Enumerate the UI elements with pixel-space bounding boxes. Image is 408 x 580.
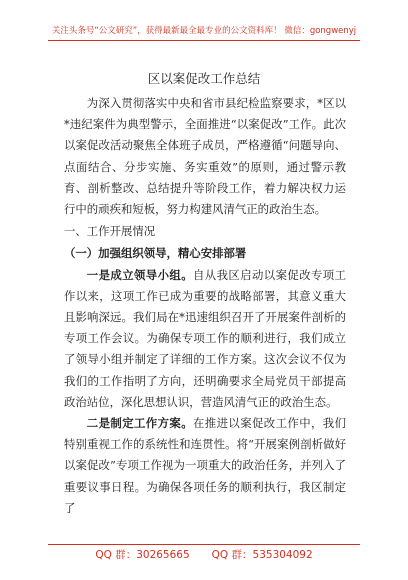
footer-qq-group-2: QQ 群：535304092 <box>211 549 313 561</box>
footer-divider <box>48 544 360 545</box>
paragraph-2-lead: 二是制定工作方案。 <box>86 416 193 431</box>
header-divider <box>48 40 360 41</box>
paragraph-1-text: 自从我区启动以案促改专项工作以来，这项工作已成为重要的战略部署，其意义重大且影响深远。我们局在*迅速组织召开了开展案件剖析的专项工作会议。为确保专项工作的顺利进行，我们成立了领导小组并制定了详细的工作方案。这次会议不仅为我们的工作指明了方向，还明确要求全局党员干部提高政治站位，深化思想认识，营造风清气正的政治生态。 <box>64 267 346 409</box>
paragraph-1 <box>64 265 346 413</box>
document-body <box>64 93 346 519</box>
intro-paragraph: 为深入贯彻落实中央和省市县纪检监察要求，*区以*违纪案件为典型警示，全面推进“以案促改”工作。此次以案促改活动聚焦全体班子成员，严格遵循“问题导向、点面结合、分步实施、务实重效”的原则，通过警示教育、剖析整改、总结提升等阶段工作，着力解决权力运行中的顽疾和短板，努力构建风清气正的政治生态。 <box>64 96 346 217</box>
document-title: 区以案促改工作总结 <box>147 71 261 86</box>
section-heading-1: 一、工作开展情况 <box>64 224 156 239</box>
paragraph-2-text: 在推进以案促改工作中，我们特别重视工作的系统性和连贯性。将“开展案例剖析做好以案促改”专项工作视为一项重大的政治任务，并列入了重要议事日程。为确保各项任务的顺利执行，我区制定了 <box>64 416 346 515</box>
subsection-heading-1: （一）加强组织领导，精心安排部署 <box>64 246 247 261</box>
paragraph-1-lead: 一是成立领导小组。 <box>86 267 193 282</box>
footer <box>0 547 408 562</box>
footer-qq-group-1: QQ 群：30265665 <box>95 549 190 561</box>
paragraph-2 <box>64 413 346 519</box>
header-promo-note: 关注头条号“公文研究”，获得最新最全最专业的公文资料库！ 微信：gongwenyj <box>51 26 357 36</box>
